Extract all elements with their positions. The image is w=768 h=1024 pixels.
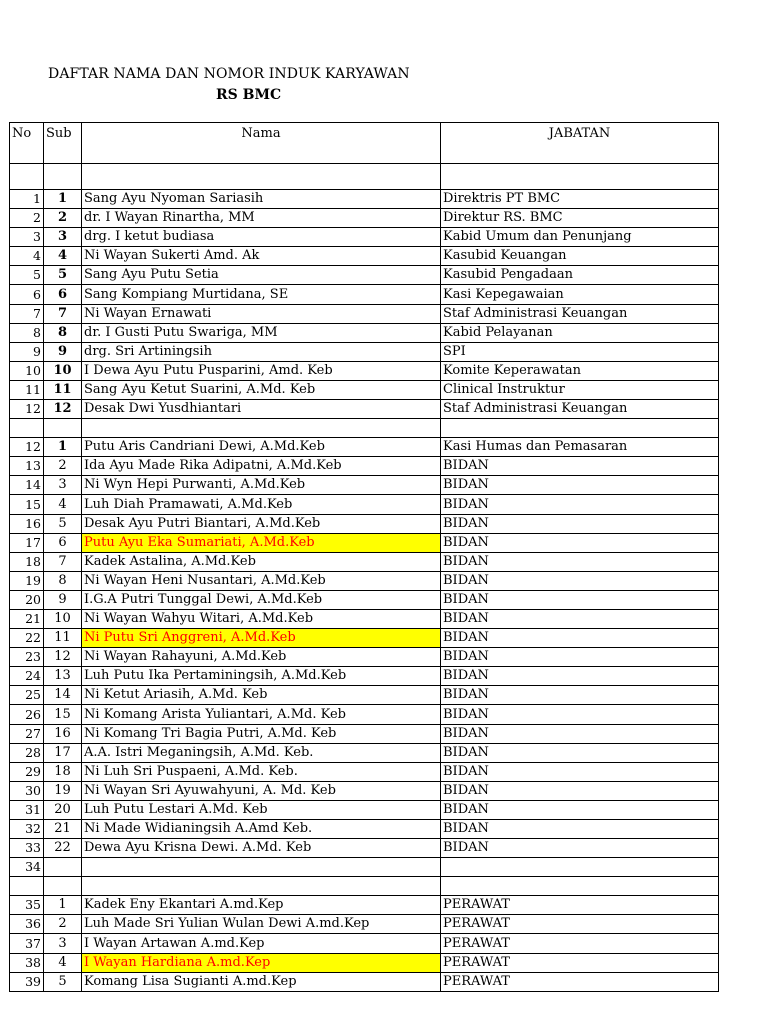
empty-cell: [44, 877, 82, 896]
row-jabatan: PERAWAT: [441, 896, 719, 915]
row-no: 6: [10, 285, 44, 304]
row-sub: 11: [44, 380, 82, 399]
row-sub: 13: [44, 667, 82, 686]
row-jabatan: Kasi Humas dan Pemasaran: [441, 438, 719, 457]
row-sub: 2: [44, 457, 82, 476]
table-row: [10, 209, 719, 228]
row-nama: Luh Made Sri Yulian Wulan Dewi A.md.Kep: [82, 915, 441, 934]
row-no: 38: [10, 953, 44, 972]
table-row: [10, 800, 719, 819]
row-no: 5: [10, 266, 44, 285]
row-no: 22: [10, 629, 44, 648]
table-row: [10, 438, 719, 457]
table-row: [10, 648, 719, 667]
row-sub: 4: [44, 495, 82, 514]
row-nama: Sang Ayu Ketut Suarini, A.Md. Keb: [82, 380, 441, 399]
row-jabatan: BIDAN: [441, 724, 719, 743]
row-sub: 9: [44, 590, 82, 609]
empty-cell: [441, 419, 719, 438]
table-row: [10, 915, 719, 934]
row-no: 23: [10, 648, 44, 667]
row-jabatan: BIDAN: [441, 514, 719, 533]
table-row: [10, 190, 719, 209]
row-nama: Ni Wayan Ernawati: [82, 304, 441, 323]
table-row: [10, 609, 719, 628]
row-sub: 2: [44, 915, 82, 934]
row-jabatan: BIDAN: [441, 552, 719, 571]
row-sub: 4: [44, 953, 82, 972]
row-jabatan: Kasi Kepegawaian: [441, 285, 719, 304]
row-jabatan: Clinical Instruktur: [441, 380, 719, 399]
row-no: 29: [10, 762, 44, 781]
row-no: 14: [10, 476, 44, 495]
row-no: 4: [10, 247, 44, 266]
table-row: [10, 762, 719, 781]
row-jabatan: BIDAN: [441, 495, 719, 514]
row-sub: 3: [44, 228, 82, 247]
row-nama: drg. Sri Artiningsih: [82, 342, 441, 361]
row-nama: Komang Lisa Sugianti A.md.Kep: [82, 972, 441, 991]
row-sub: 19: [44, 781, 82, 800]
row-nama: Sang Ayu Nyoman Sariasih: [82, 190, 441, 209]
row-jabatan: Kabid Umum dan Penunjang: [441, 228, 719, 247]
header-no: No: [10, 123, 44, 164]
row-no: 31: [10, 800, 44, 819]
row-sub: 6: [44, 285, 82, 304]
row-nama: dr. I Wayan Rinartha, MM: [82, 209, 441, 228]
row-jabatan: BIDAN: [441, 800, 719, 819]
row-sub: 8: [44, 323, 82, 342]
row-jabatan: BIDAN: [441, 839, 719, 858]
row-sub: 1: [44, 438, 82, 457]
table-row: [10, 552, 719, 571]
row-jabatan: BIDAN: [441, 571, 719, 590]
row-nama: Ni Wayan Rahayuni, A.Md.Keb: [82, 648, 441, 667]
row-sub: 2: [44, 209, 82, 228]
row-sub: 12: [44, 400, 82, 419]
row-sub: 22: [44, 839, 82, 858]
row-nama: I.G.A Putri Tunggal Dewi, A.Md.Keb: [82, 590, 441, 609]
row-nama: Desak Dwi Yusdhiantari: [82, 400, 441, 419]
table-row: [10, 972, 719, 991]
row-jabatan: BIDAN: [441, 609, 719, 628]
row-no: 35: [10, 896, 44, 915]
row-jabatan: BIDAN: [441, 457, 719, 476]
row-no: 34: [10, 858, 44, 877]
row-sub: [44, 858, 82, 877]
row-sub: 8: [44, 571, 82, 590]
row-jabatan: BIDAN: [441, 476, 719, 495]
table-row: [10, 781, 719, 800]
row-jabatan: Kasubid Keuangan: [441, 247, 719, 266]
table-row: [10, 667, 719, 686]
row-nama: Ni Wayan Wahyu Witari, A.Md.Keb: [82, 609, 441, 628]
row-no: 15: [10, 495, 44, 514]
row-nama: Putu Aris Candriani Dewi, A.Md.Keb: [82, 438, 441, 457]
table-row: [10, 285, 719, 304]
row-nama: Ni Komang Tri Bagia Putri, A.Md. Keb: [82, 724, 441, 743]
row-nama: Ni Wyn Hepi Purwanti, A.Md.Keb: [82, 476, 441, 495]
row-nama: Dewa Ayu Krisna Dewi. A.Md. Keb: [82, 839, 441, 858]
row-nama: Ni Luh Sri Puspaeni, A.Md. Keb.: [82, 762, 441, 781]
row-no: 26: [10, 705, 44, 724]
table-row: [10, 380, 719, 399]
row-no: 32: [10, 820, 44, 839]
row-sub: 5: [44, 266, 82, 285]
row-no: 28: [10, 743, 44, 762]
table-row: [10, 858, 719, 877]
table-row: [10, 953, 719, 972]
row-jabatan: BIDAN: [441, 705, 719, 724]
row-sub: 18: [44, 762, 82, 781]
row-nama: Ida Ayu Made Rika Adipatni, A.Md.Keb: [82, 457, 441, 476]
row-sub: 9: [44, 342, 82, 361]
row-no: 20: [10, 590, 44, 609]
row-sub: 6: [44, 533, 82, 552]
table-row: [10, 934, 719, 953]
spacer-row: [10, 419, 719, 438]
document-title: DAFTAR NAMA DAN NOMOR INDUK KARYAWAN: [48, 66, 410, 82]
row-jabatan: Staf Administrasi Keuangan: [441, 304, 719, 323]
row-jabatan: Kasubid Pengadaan: [441, 266, 719, 285]
row-jabatan: PERAWAT: [441, 953, 719, 972]
row-nama: Ni Putu Sri Anggreni, A.Md.Keb: [82, 629, 441, 648]
table-row: [10, 705, 719, 724]
spacer-row: [10, 164, 719, 190]
row-no: 19: [10, 571, 44, 590]
row-nama: I Wayan Hardiana A.md.Kep: [82, 953, 441, 972]
row-nama: Luh Putu Ika Pertaminingsih, A.Md.Keb: [82, 667, 441, 686]
table-row: [10, 247, 719, 266]
row-sub: 10: [44, 609, 82, 628]
row-jabatan: PERAWAT: [441, 934, 719, 953]
header-nama: Nama: [82, 123, 441, 164]
row-jabatan: PERAWAT: [441, 972, 719, 991]
row-jabatan: BIDAN: [441, 533, 719, 552]
row-no: 39: [10, 972, 44, 991]
document-subtitle: RS BMC: [216, 87, 282, 103]
row-no: 18: [10, 552, 44, 571]
table-row: [10, 896, 719, 915]
row-sub: 16: [44, 724, 82, 743]
row-no: 16: [10, 514, 44, 533]
empty-cell: [10, 419, 44, 438]
row-sub: 7: [44, 552, 82, 571]
table-row: [10, 514, 719, 533]
row-sub: 4: [44, 247, 82, 266]
row-sub: 21: [44, 820, 82, 839]
row-no: 11: [10, 380, 44, 399]
row-jabatan: BIDAN: [441, 667, 719, 686]
row-sub: 12: [44, 648, 82, 667]
header-jabatan: JABATAN: [441, 123, 719, 164]
row-jabatan: BIDAN: [441, 648, 719, 667]
row-jabatan: SPI: [441, 342, 719, 361]
row-no: 2: [10, 209, 44, 228]
row-nama: I Dewa Ayu Putu Pusparini, Amd. Keb: [82, 361, 441, 380]
row-no: 3: [10, 228, 44, 247]
row-sub: 3: [44, 476, 82, 495]
row-jabatan: BIDAN: [441, 762, 719, 781]
row-sub: 3: [44, 934, 82, 953]
row-nama: Kadek Eny Ekantari A.md.Kep: [82, 896, 441, 915]
row-no: 7: [10, 304, 44, 323]
row-nama: Sang Ayu Putu Setia: [82, 266, 441, 285]
empty-cell: [441, 164, 719, 190]
table-row: [10, 686, 719, 705]
table-row: [10, 457, 719, 476]
row-no: 13: [10, 457, 44, 476]
row-sub: 15: [44, 705, 82, 724]
row-no: 12: [10, 438, 44, 457]
table-row: [10, 400, 719, 419]
row-no: 36: [10, 915, 44, 934]
table-row: [10, 590, 719, 609]
row-jabatan: BIDAN: [441, 820, 719, 839]
table-row: [10, 495, 719, 514]
row-nama: Desak Ayu Putri Biantari, A.Md.Keb: [82, 514, 441, 533]
row-nama: A.A. Istri Meganingsih, A.Md. Keb.: [82, 743, 441, 762]
row-jabatan: BIDAN: [441, 743, 719, 762]
table-row: [10, 533, 719, 552]
empty-cell: [44, 164, 82, 190]
row-jabatan: Kabid Pelayanan: [441, 323, 719, 342]
row-jabatan: Komite Keperawatan: [441, 361, 719, 380]
row-no: 27: [10, 724, 44, 743]
row-jabatan: Direktris PT BMC: [441, 190, 719, 209]
row-sub: 5: [44, 972, 82, 991]
row-nama: [82, 858, 441, 877]
empty-cell: [82, 419, 441, 438]
row-no: 21: [10, 609, 44, 628]
row-jabatan: BIDAN: [441, 781, 719, 800]
row-sub: 5: [44, 514, 82, 533]
empty-cell: [82, 164, 441, 190]
table-row: [10, 323, 719, 342]
row-no: 24: [10, 667, 44, 686]
row-sub: 1: [44, 896, 82, 915]
row-no: 12: [10, 400, 44, 419]
spacer-row: [10, 877, 719, 896]
row-nama: Sang Kompiang Murtidana, SE: [82, 285, 441, 304]
row-sub: 20: [44, 800, 82, 819]
row-sub: 10: [44, 361, 82, 380]
employee-table: [9, 122, 719, 992]
table-row: [10, 820, 719, 839]
row-sub: 17: [44, 743, 82, 762]
row-no: 10: [10, 361, 44, 380]
row-no: 8: [10, 323, 44, 342]
row-sub: 11: [44, 629, 82, 648]
table-row: [10, 839, 719, 858]
row-no: 37: [10, 934, 44, 953]
row-sub: 7: [44, 304, 82, 323]
row-jabatan: BIDAN: [441, 629, 719, 648]
table-row: [10, 342, 719, 361]
row-nama: dr. I Gusti Putu Swariga, MM: [82, 323, 441, 342]
row-sub: 14: [44, 686, 82, 705]
table-header-row: [10, 123, 719, 164]
row-nama: Putu Ayu Eka Sumariati, A.Md.Keb: [82, 533, 441, 552]
row-no: 33: [10, 839, 44, 858]
row-nama: Ni Ketut Ariasih, A.Md. Keb: [82, 686, 441, 705]
row-jabatan: BIDAN: [441, 686, 719, 705]
table-row: [10, 476, 719, 495]
table-row: [10, 724, 719, 743]
row-nama: Ni Wayan Sri Ayuwahyuni, A. Md. Keb: [82, 781, 441, 800]
row-nama: Luh Diah Pramawati, A.Md.Keb: [82, 495, 441, 514]
empty-cell: [441, 877, 719, 896]
row-jabatan: Staf Administrasi Keuangan: [441, 400, 719, 419]
table-row: [10, 743, 719, 762]
empty-cell: [82, 877, 441, 896]
row-nama: Luh Putu Lestari A.Md. Keb: [82, 800, 441, 819]
table-row: [10, 629, 719, 648]
row-nama: Ni Wayan Heni Nusantari, A.Md.Keb: [82, 571, 441, 590]
header-sub: Sub: [44, 123, 82, 164]
row-no: 9: [10, 342, 44, 361]
table-row: [10, 571, 719, 590]
table-row: [10, 228, 719, 247]
row-nama: drg. I ketut budiasa: [82, 228, 441, 247]
row-no: 30: [10, 781, 44, 800]
row-no: 25: [10, 686, 44, 705]
row-nama: I Wayan Artawan A.md.Kep: [82, 934, 441, 953]
row-jabatan: BIDAN: [441, 590, 719, 609]
row-nama: Ni Wayan Sukerti Amd. Ak: [82, 247, 441, 266]
row-jabatan: PERAWAT: [441, 915, 719, 934]
table-row: [10, 361, 719, 380]
empty-cell: [10, 164, 44, 190]
row-nama: Ni Made Widianingsih A.Amd Keb.: [82, 820, 441, 839]
row-no: 1: [10, 190, 44, 209]
row-no: 17: [10, 533, 44, 552]
row-jabatan: [441, 858, 719, 877]
row-nama: Ni Komang Arista Yuliantari, A.Md. Keb: [82, 705, 441, 724]
row-sub: 1: [44, 190, 82, 209]
empty-cell: [44, 419, 82, 438]
empty-cell: [10, 877, 44, 896]
row-jabatan: Direktur RS. BMC: [441, 209, 719, 228]
table-row: [10, 266, 719, 285]
table-row: [10, 304, 719, 323]
row-nama: Kadek Astalina, A.Md.Keb: [82, 552, 441, 571]
